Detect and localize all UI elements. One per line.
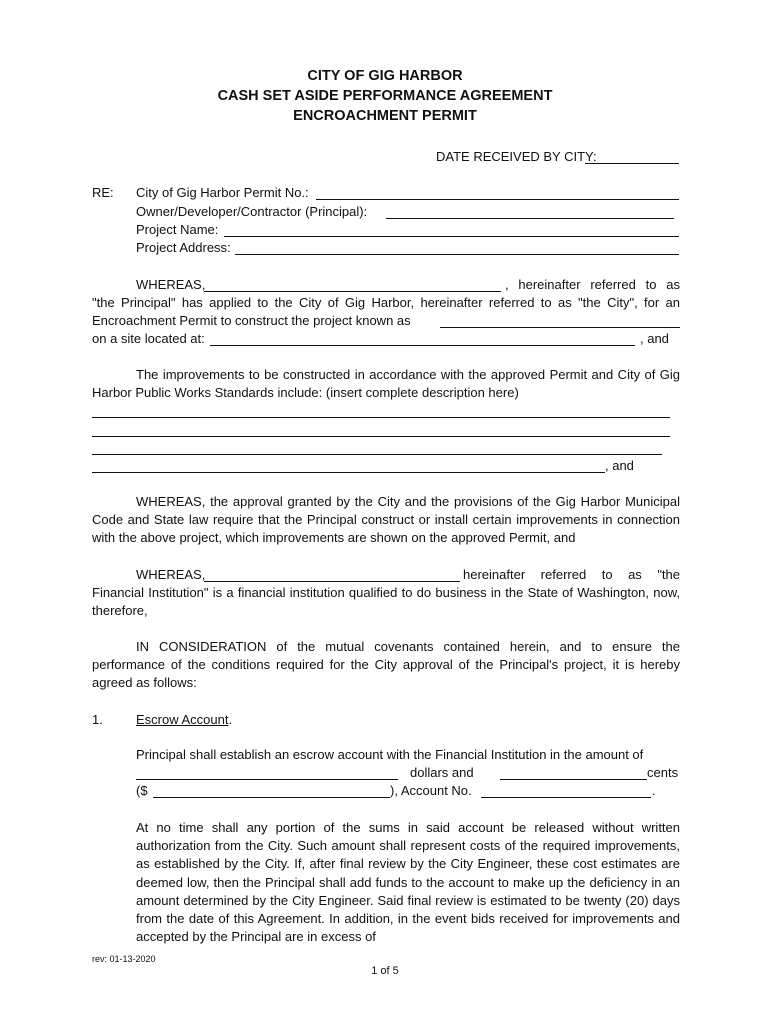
project-address-field[interactable] (235, 254, 679, 255)
section-1-intro: Principal shall establish an escrow account with the Financial Institution in the amount of (136, 747, 644, 762)
improvements-and: , and (605, 458, 634, 473)
principal-name-field[interactable] (204, 291, 501, 292)
title-agreement: CASH SET ASIDE PERFORMANCE AGREEMENT (217, 88, 553, 104)
section-1-title: Escrow Account (136, 712, 229, 727)
improvements-line-2[interactable] (92, 436, 670, 437)
re-label: RE: (92, 185, 114, 200)
paren-open: ($ (136, 783, 148, 798)
title-city: CITY OF GIG HARBOR (307, 68, 463, 84)
revision-date: rev: 01-13-2020 (92, 954, 156, 964)
dollars-label: dollars and (410, 765, 474, 780)
owner-label: Owner/Developer/Contractor (Principal): (136, 204, 368, 219)
permit-no-field[interactable] (316, 199, 679, 200)
section-1-heading (136, 711, 232, 729)
whereas-1-and: , and (640, 331, 669, 346)
section-1-body: At no time shall any portion of the sums in said account be released without written authorization from the City. Such amount shall represent costs of the required improvements, as established by the City. If, after final review by the City Engineer, these cost estimates are deemed low, then the Principal shall add funds to the account to make up the deficiency in an amount determined by the City Engineer. Said final review is estimated to be twenty (20) days from the date of this Agreement. In addition, in the event bids received for improvements and accepted by the Principal are in excess of (136, 820, 680, 945)
project-address-label: Project Address: (136, 240, 231, 255)
owner-field[interactable] (386, 218, 674, 219)
project-name-field[interactable] (224, 236, 679, 237)
whereas-1-lead: WHEREAS, (136, 277, 206, 292)
amount-numeric-field[interactable] (153, 797, 390, 798)
project-known-as-field[interactable] (440, 327, 680, 328)
date-received-label: DATE RECEIVED BY CITY: (436, 149, 597, 164)
improvements-line-1[interactable] (92, 417, 670, 418)
account-no-label: ), Account No. (390, 783, 472, 798)
section-1-number: 1. (92, 712, 103, 727)
date-received-field[interactable] (585, 163, 679, 164)
whereas-3-rest: Financial Institution" is a financial institution qualified to do business in the State of Washington, now, therefore, (92, 585, 680, 619)
improvements-line-3[interactable] (92, 454, 662, 455)
dollars-field[interactable] (136, 779, 398, 780)
financial-institution-field[interactable] (204, 581, 460, 582)
whereas-1-line-3: Encroachment Permit to construct the project known as (92, 313, 411, 328)
whereas-1-after-blank: , hereinafter referred to as (505, 277, 680, 292)
whereas-2-paragraph: WHEREAS, the approval granted by the City and the provisions of the Gig Harbor Municipal Code and State law require that the Principal construct or install certain improvements in connection with the above project, which improvements are shown on the approved Permit, and (92, 494, 680, 546)
section-1-title-end: . (228, 712, 233, 727)
whereas-1-line-4: on a site located at: (92, 331, 205, 346)
account-no-period: . (652, 783, 656, 798)
whereas-3-lead: WHEREAS, (136, 567, 206, 582)
improvements-line-4[interactable] (92, 472, 605, 473)
cents-label: cents (647, 765, 679, 780)
site-location-field[interactable] (210, 345, 635, 346)
improvements-paragraph: The improvements to be constructed in accordance with the approved Permit and City of Gig Harbor Public Works Standards include: (insert complete description here) (92, 367, 680, 401)
cents-field[interactable] (500, 779, 647, 780)
consideration-paragraph: IN CONSIDERATION of the mutual covenants contained herein, and to ensure the performance of the conditions required for the City approval of the Principal's project, it is hereby agreed as follows: (92, 639, 680, 691)
title-permit: ENCROACHMENT PERMIT (293, 108, 477, 124)
whereas-3-after-blank: hereinafter referred to as "the (463, 567, 680, 582)
whereas-1-line-2: "the Principal" has applied to the City of Gig Harbor, hereinafter referred to as "the City", for an (92, 295, 680, 310)
project-name-label: Project Name: (136, 222, 219, 237)
account-no-field[interactable] (481, 797, 651, 798)
page-number: 1 of 5 (371, 965, 399, 977)
permit-no-label: City of Gig Harbor Permit No.: (136, 185, 309, 200)
